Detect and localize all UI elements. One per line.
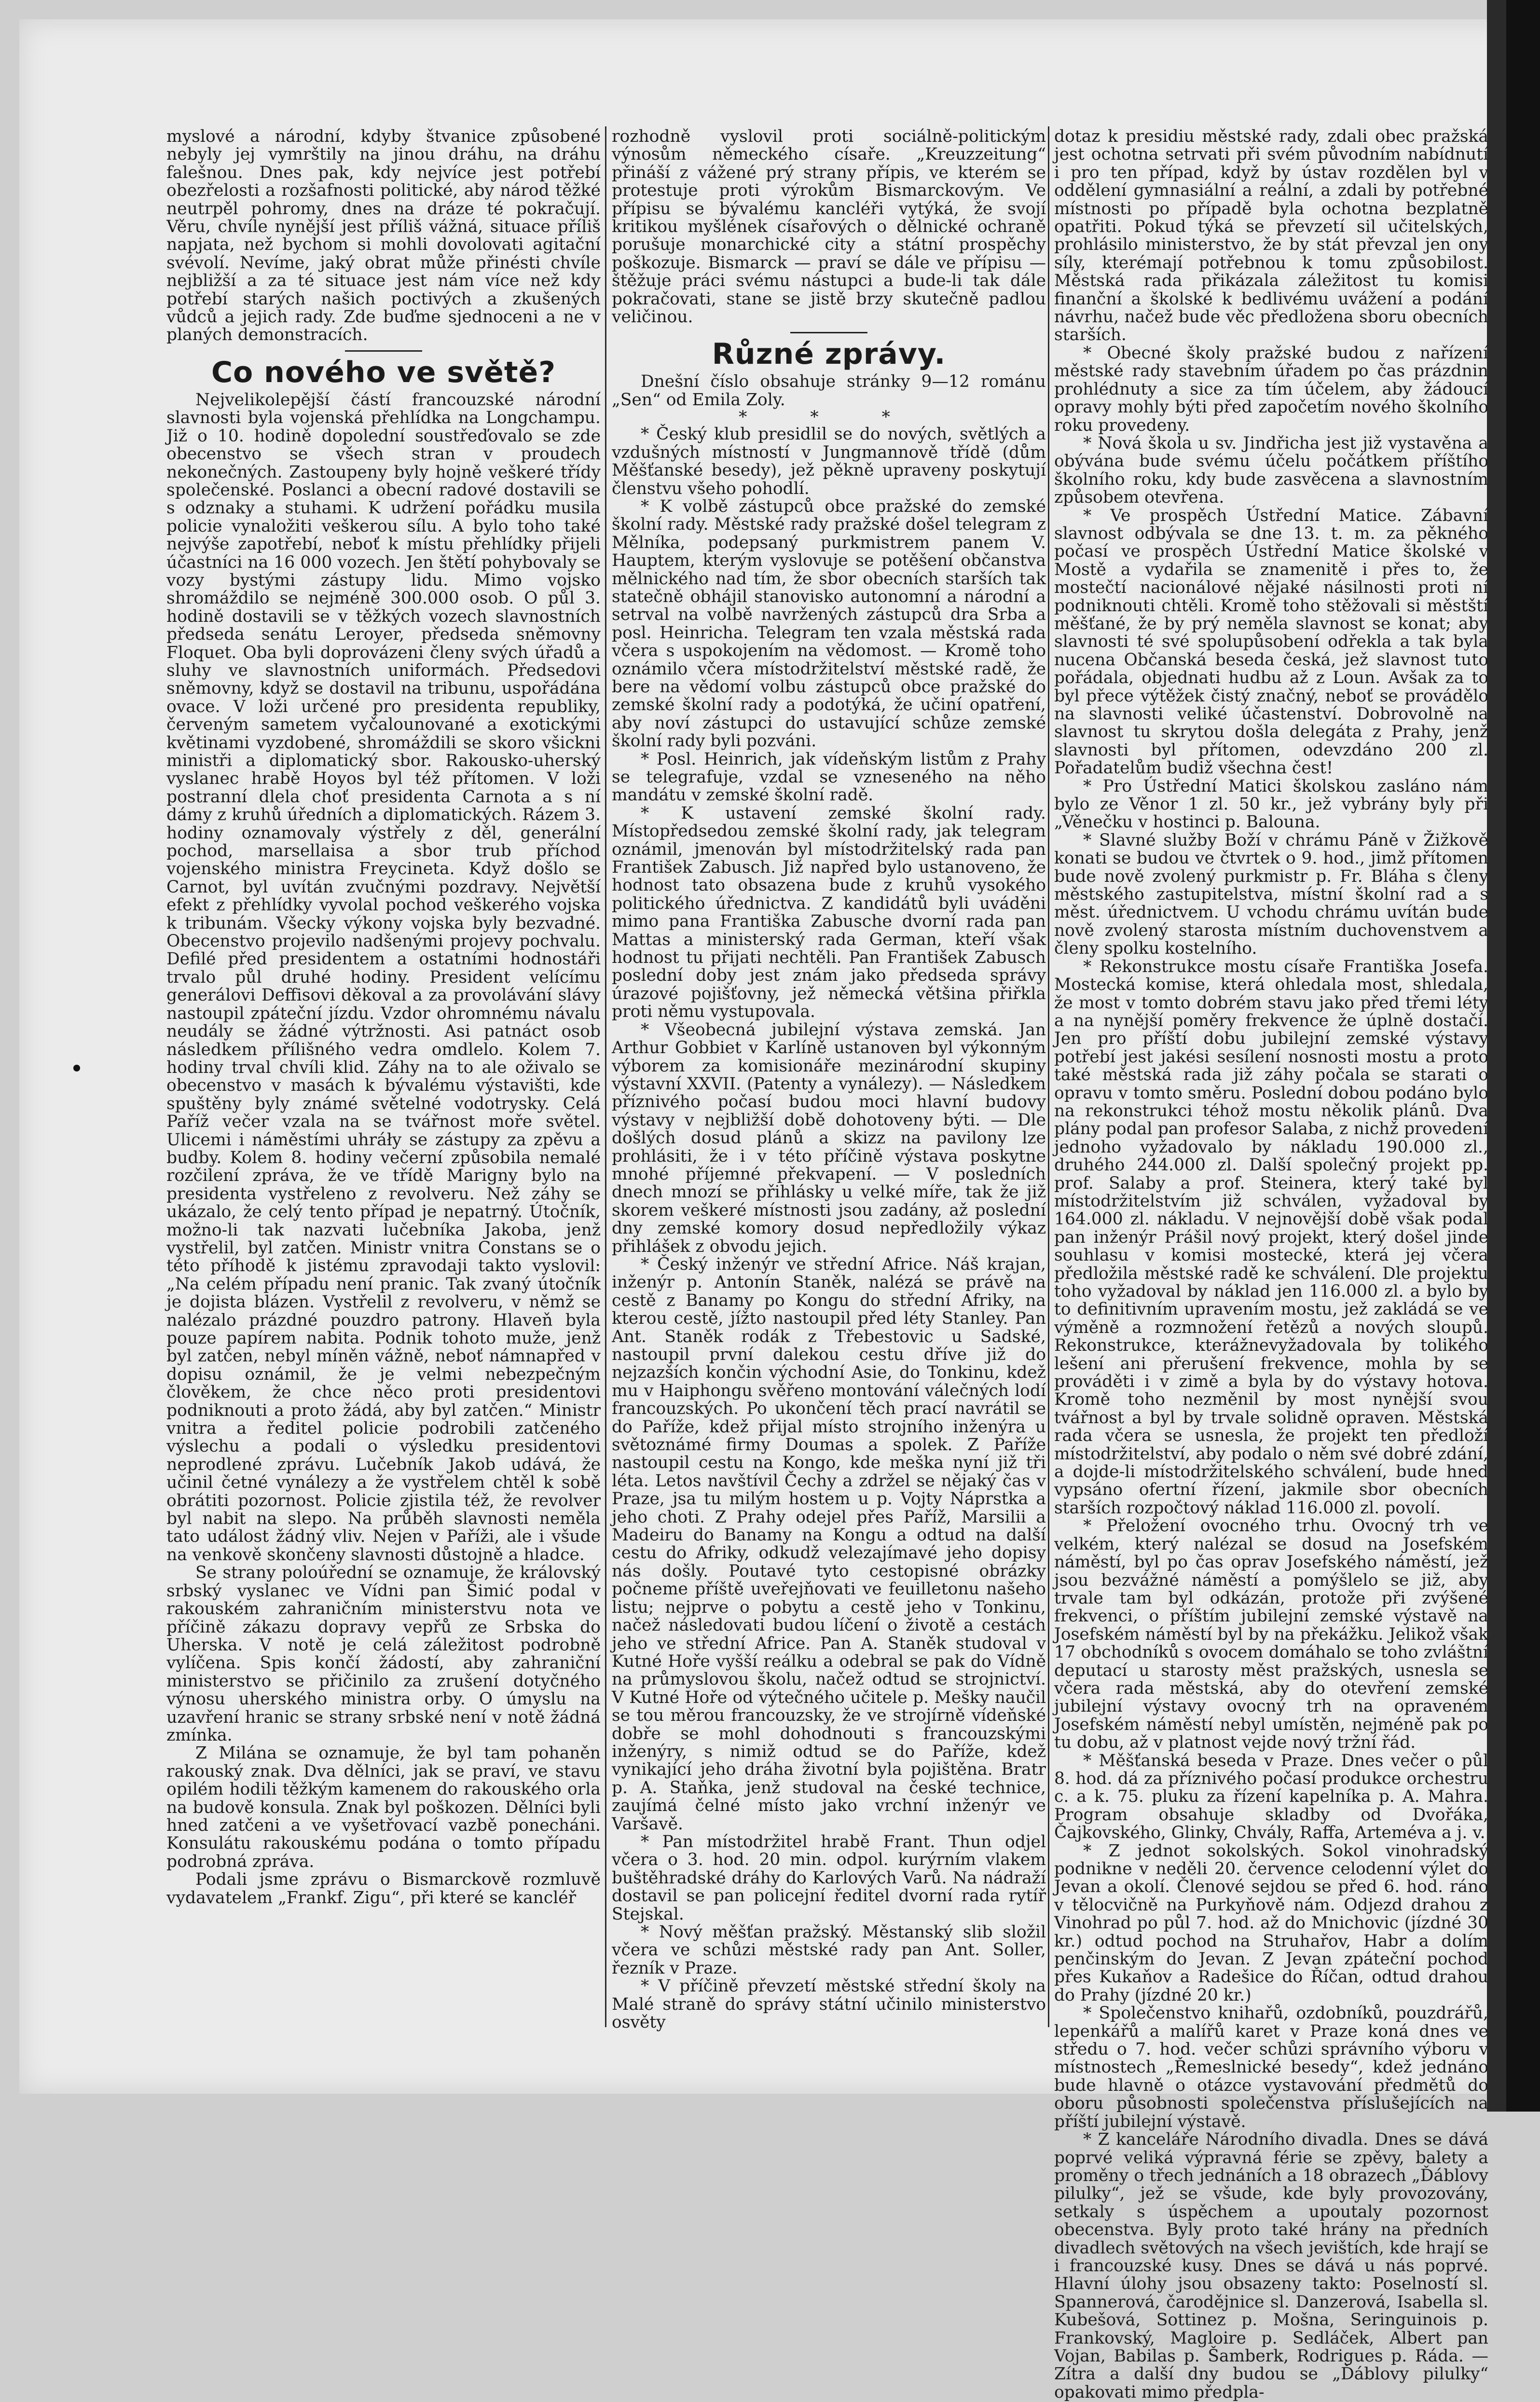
- news-paragraph: Podali jsme zprávu o Bismarckově rozmluvě vydavatelem „Frankf. Zigu“, při které se kancléř: [166, 1870, 601, 1908]
- article-continuation: rozhodně vyslovil proti sociálně-politickým výnosům německého císaře. „Kreuzzeitung“ přináší z vážené prý strany přípis, ve kterém se protestuje proti výrokům Bismarckovým. Ve přípisu se bývalému kancléři vytýká, že svojí kritikou myšlének císařových o dělnické ochraně porušuje monarchické city a státní prospěchy poškozuje. Bismarck — praví se dále ve přípisu — štěžuje práci svému nástupci a bude-li tak dále pokračovati, stane se jistě brzy skutečně padlou veličinou.: [612, 127, 1046, 327]
- news-item: * Všeobecná jubilejní výstava zemská. Jan Arthur Gobbiet v Karlíně ustanoven byl výkonným výborem za komisionáře mezinárodní skupiny výstavní XXVII. (Patenty a vynálezy). — Následkem příznivého počasí budou moci hlavní budovy výstavy v nejbližší době dohotoveny býti. — Dle došlých dosud plánů a skizz na pavilony lze prohlásiti, že i v této příčině výstava poskytne mnohé příjemné překvapení. — V posledních dnech mnozí se přihlásky u velké míře, tak že již skorem veškeré místnosti jsou zadány, až poslední dny zemské komory dosud nepředložily výkaz přihlášek z obvodu jejich.: [612, 1020, 1046, 1256]
- news-item: * Rekonstrukce mostu císaře Františka Josefa. Mostecká komise, která ohledala most, shledala, že most v tomto dobrém stavu jako před třemi léty a na nynější poměry frekvence že úplně dostačí. Jen pro příští dobu jubilejní zemské výstavy potřebí jest jakési sesílení nosnosti mostu a proto také městská rada již záhy počala se starati o opravu v tomto směru. Poslední dobou podáno bylo na rekonstrukci téhož mostu několik plánů. Dva plány podal pan profesor Salaba, z nichž provedení jednoho vyžadovalo by nákladu 190.000 zl., druhého 244.000 zl. Další společný projekt pp. prof. Salaby a prof. Steinera, který také byl místodržitelstvím již schválen, vyžadoval by 164.000 zl. nákladu. V nejnovější době však podal pan inženýr Prášil nový projekt, který došel jinde souhlasu v komisi mostecké, která jej včera předložila městské radě ke schválení. Dle projektu toho vyžadoval by náklad jen 116.000 zl. a bylo by to definitivním upravením mostu, jež zakládá se ve výměně a rozmnožení řetězů a nových sloupů. Rekonstrukce, kterážnevyžadovala by tolikého lešení ani přerušení frekvence, mohla by se prováděti i v zimě a byla by do výstavy hotova. Kromě toho nezměnil by most nynější svou tvářnost a byl by trvale solidně opraven. Městská rada včera se usnesla, že projekt ten předloží místodržitelství, aby podalo o něm své dobré zdání, a dojde-li místodržitelského schválení, bude hned vypsáno ofertní řízení, jakmile sbor obecních starších rozpočtový náklad 116.000 zl. povolí.: [1054, 957, 1488, 1518]
- section-divider: [790, 332, 867, 333]
- column-2: [612, 127, 1046, 2032]
- news-item: * Pan místodržitel hrabě Frant. Thun odjel včera o 3. hod. 20 min. odpol. kurýrním vlakem buštěhradské dráhy do Karlových Varů. Na nádraží dostavil se pan policejní ředitel dvorní rada rytíř Stejskal.: [612, 1832, 1046, 1924]
- supplement-notice: Dnešní číslo obsahuje stránky 9—12 románu „Sen“ od Emila Zoly.: [612, 372, 1046, 410]
- news-item: * Ve prospěch Ústřední Matice. Zábavní slavnost odbývala se dne 13. t. m. za pěkného počasí ve prospěch Ústřední Matice školské v Mostě a vydařila se znamenitě i přes to, že mostečtí nacionálové nějaké násilnosti proti ní podniknouti chtěli. Kromě toho stěžovali si městští měšťané, že by prý neměla slavnost se konat; aby slavnosti té své spolupůsobení odřekla a tak byla nucena Občanská beseda česká, jež slavnost tuto pořádala, objednati hudbu až z Loun. Avšak za to byl přece výtěžek čistý značný, neboť se provádělo na slavnosti veliké účastenství. Dobrovolně na slavnost tu skrytou došla delegáta z Prahy, jenž slavnosti byl přítomen, odevzdáno 200 zl. Pořadatelům budiž všechna čest!: [1054, 506, 1488, 778]
- news-item: * Z jednot sokolských. Sokol vinohradský podnikne v neděli 20. července celodenní výlet do Jevan a okolí. Členové sejdou se před 6. hod. ráno v tělocvičně na Purkyňově nám. Odjezd drahou z Vinohrad po půl 7. hod. až do Mnichovic (jízdné 30 kr.) odtud pochod na Struhařov, Habr a dolím penčinským do Jevan. Z Jevan zpáteční pochod přes Kukaňov a Radešice do Říčan, odtud drahou do Prahy (jízdné 20 kr.): [1054, 1841, 1488, 2005]
- news-item: * Český inženýr ve střední Africe. Náš krajan, inženýr p. Antonín Staněk, nalézá se právě na cestě z Banamy po Kongu do střední Afriky, na kterou cestě, jížto nastoupil před léty Stanley. Pan Ant. Staněk rodák z Třebestovic u Sadské, nastoupil první dalekou cestu dříve již do nejzazších končin východní Asie, do Tonkinu, kdež mu v Haiphongu svěřeno montování válečných lodí francouzských. Po ukončení těch prací navrátil se do Paříže, kdež přijal místo strojního inženýra u světoznámé firmy Doumas a spolek. Z Paříže nastoupil cestu na Kongo, kde meška nyní již tři léta. Letos navštívil Čechy a zdržel se nějaký čas v Praze, jsa tu milým hostem u p. Vojty Náprstka a jeho choti. Z Prahy odejel přes Paříž, Marsilii a Madeiru do Banamy na Kongu a odtud na další cestu do Afriky, odkudž velezajímavé jeho dopisy nás došly. Poutavé tyto cestopisné obrázky počneme příště uveřejňovati ve feuilletonu našeho listu; nejprve o pobytu a cestě jeho v Tonkinu, načež následovati budou líčení o životě a cestách jeho ve střední Africe. Pan A. Staněk studoval v Kutné Hoře vyšší reálku a odebral se pak do Vídně na průmyslovou školu, načež odtud se strojnictví. V Kutné Hoře od výtečného učitele p. Mešky naučil se tou měrou francouzsky, že ve strojírně vídeňské dobře se mohl dohodnouti s francouzskými inženýry, s nimiž odtud se do Paříže, kdež vynikající jeho dráha životní byla pojištěna. Bratr p. A. Staňka, jenž studoval na české technice, zaujímá čelné místo jako vrchní inženýr ve Varšavě.: [612, 1254, 1046, 1834]
- news-paragraph: Z Milána se oznamuje, že byl tam pohaněn rakouský znak. Dva dělníci, jak se praví, ve stavu opilém hodili těžkým kamenem do rakouského orla na budově konsula. Znak byl poškozen. Dělníci byli hned zatčeni a ve vyšetřovací vazbě ponecháni. Konsulátu rakouskému podána o tomto případu podrobná zpráva.: [166, 1743, 601, 1871]
- section-heading: Co nového ve světě?: [211, 355, 556, 389]
- article-continuation: myslové a národní, kdyby štvanice způsobené nebyly jej vymrštily na jinou dráhu, na dráhu falešnou. Dnes pak, kdy nejvíce jest potřebí obezřelosti a rozšafnosti politické, aby národ těžké neutrpěl pohromy, dnes na dráze té pokračují. Věru, chvíle nynější jest příliš vážná, situace příliš napjata, než bychom si mohli dovolovati agitační svévolí. Nevíme, jaký obrat může přinésti chvíle nejbližší a za té situace jest nám více než kdy potřebí starých našich poctivých a zkušených vůdců a jejich rady. Zde buďme sjednoceni a ne v planých demonstracích.: [166, 127, 601, 345]
- scan-border-inner: [1487, 0, 1506, 2112]
- column-rule: [605, 126, 606, 2027]
- news-item: * Posl. Heinrich, jak vídeňským listům z Prahy se telegrafuje, vzdal se vzneseného na něho mandátu v zemské školní radě.: [612, 749, 1046, 805]
- news-item: * Obecné školy pražské budou z nařízení městské rady stavebním úřadem po čas prázdnin prohlédnuty a sice za tím účelem, aby žádoucí opravy mohly býti před započetím nového školního roku provedeny.: [1054, 343, 1488, 435]
- news-item: * Měšťanská beseda v Praze. Dnes večer o půl 8. hod. dá za příznivého počasí produkce orchestru c. a k. 75. pluku za řízení kapelníka p. A. Mahra. Program obsahuje skladby od Dvořáka, Čajkovského, Glinky, Chvály, Raffa, Arteméva a j. v.: [1054, 1751, 1488, 1843]
- column-1: [166, 128, 601, 2019]
- news-paragraph: Nejvelikolepější částí francouzské národní slavnosti byla vojenská přehlídka na Longchampu. Již o 10. hodině dopolední soustřeďovalo se zde obecenstvo se všech stran v proudech nekonečných. Zastoupeny byly hojně veškeré třídy společenské. Poslanci a obecní radové dostavili se s odznaky a stuhami. K udržení pořádku musila policie vynaložiti veškerou sílu. A bylo toho také nejvýše zapotřebí, neboť k místu přehlídky přijeli účastníci na 16 000 vozech. Jen štětí pohybovaly se vozy bystými zástupy lidu. Mimo vojsko shromáždilo se nejméně 300.000 osob. O půl 3. hodině dostavili se v těžkých vozech slavnostních předseda senátu Leroyer, předseda sněmovny Floquet. Oba byli doprovázeni členy svých úřadů a sluhy ve slavnostních uniformách. Předsedovi sněmovny, když se dostavil na tribunu, uspořádána ovace. V loži určené pro presidenta republiky, červeným sametem vyčalounované a exotickými květinami vyzdobené, shromáždili se skoro všickni ministři a diplomatický sbor. Rakousko-uherský vyslanec hrabě Hoyos byl též přítomen. V loži postranní dlela choť presidenta Carnota a s ní dámy z kruhů úředních a diplomatických. Rázem 3. hodiny oznamovaly výstřely z děl, generální pochod, marsellaisa a sbor trub příchod vojenského ministra Freycineta. Když došlo se Carnot, byl uvítán zvučnými pozdravy. Největší efekt z přehlídky vyvolal pochod veškerého vojska k tribunám. Všecky výkony vojska byly bezvadné. Obecenstvo projevilo nadšenými projevy pochvalu. Defilé před presidentem a ostatními hodnostáři trvalo půl druhé hodiny. President velícímu generálovi Deffisovi děkoval a za provolávání slávy nastoupil zpáteční jízdu. Vzdor ohromnému návalu neudály se žádné výtržnosti. Asi patnáct osob následkem přílišného vedra omdlelo. Kolem 7. hodiny trval chvíli klid. Záhy na to ale oživalo se obecenstvo v masách k bývalému výstavišti, kde spuštěny byly známé světelné vodotrysky. Celá Paříž večer vzala na se tvářnost moře světel. Ulicemi i náměstími uhráły se zástupy za zpěvu a budby. Kolem 8. hodiny večerní způsobila nemalé rozčilení zpráva, že ve třídě Marigny bylo na presidenta vystřeleno z revolveru. Než záhy se ukázalo, že celý tento případ je nepatrný. Útočník, možno-li tak nazvati lučebníka Jakoba, jenž vystřelil, byl zatčen. Ministr vnitra Constans se o této příhodě k jistému zpravodaji takto vyslovil: „Na celém případu není pranic. Tak zvaný útočník je dojista blázen. Vystřelil z revolveru, v němž se nalézalo prázdné pouzdro patrony. Hlaveň byla pouze papírem nabita. Podnik tohoto muže, jenž byl zatčen, nebyl míněn vážně, neboť námnapřed v dopisu oznámil, že je velmi nebezpečným člověkem, že chce něco proti presidentovi podniknouti a proto žádá, aby byl zatčen.“ Ministr vnitra a ředitel policie podrobili zatčeného výslechu a podali o výsledku presidentovi neprodlené zprávu. Lučebník Jakob udává, že učinil četné vynálezy a že vystřelem chtěl k sobě obrátiti pozornost. Policie zjistila též, že revolver byl nabit na slepo. Na průběh slavnosti neměla tato událost žádný vliv. Nejen v Paříži, ale i všude na venkově skončeny slavnosti důstojně a hladce.: [166, 390, 601, 1565]
- news-item: * K volbě zástupců obce pražské do zemské školní rady. Městské rady pražské došel telegram z Mělníka, podepsaný purkmistrem panem V. Hauptem, kterým vyslovuje se potěšení občanstva mělnického nad tím, že sbor obecních starších tak statečně obhájil stanovisko autonomní a národní a setrval na volbě navržených zástupců dra Srba a posl. Heinricha. Telegram ten vzala městská rada včera s uspokojením na vědomost. — Kromě toho oznámilo včera místodržitelství městské radě, že bere na vědomí volbu zástupců obce pražské do zemské školní rady a podotýká, že učiní opatření, aby noví zástupci do ustavující schůze zemské školní rady byli pozváni.: [612, 496, 1046, 751]
- news-item: * Český klub presidlil se do nových, světlých a vzdušných místností v Jungmannově třídě (dům Měšťanské besedy), jež pěkně upraveny poskytují členstvu všeho pohodlí.: [612, 425, 1046, 498]
- news-item: * Nový měšťan pražský. Městanský slib složil včera ve schůzi městské rady pan Ant. Soller, řezník v Praze.: [612, 1922, 1046, 1978]
- news-paragraph: Se strany poloúřední se oznamuje, že královský srbský vyslanec ve Vídni pan Šimić podal v rakouském zahraničním ministerstvu nota ve příčině zákazu dopravy vepřů ze Srbska do Uherska. V notě je celá záležitost podrobně vylíčena. Spis končí žádostí, aby zahraniční ministerstvo se přičinilo za zrušení dotyčného výnosu uherského ministra orby. O úmyslu na uzavření hranic se strany srbské není v notě žádná zmínka.: [166, 1563, 601, 1745]
- section-divider: [345, 350, 422, 352]
- news-item: * Slavné služby Boží v chrámu Páně v Žižkově konati se budou ve čtvrtek o 9. hod., jimž přítomen bude nově zvolený purkmistr p. Fr. Bláha s členy městského zastupitelstva, místní školní rad a s měst. úřednictvem. U vchodu chrámu uvítán bude nově zvolený starosta místním duchovenstvem a členy spolku kostelního.: [1054, 830, 1488, 959]
- news-item: * Přeložení ovocného trhu. Ovocný trh ve velkém, který nalézal se dosud na Josefském náměstí, byl po čas oprav Josefského náměstí, jež jsou bezvážné náměstí a pomýšlelo se již, aby trvale tam byl odkázán, protože při zvýšené frekvenci, o příštím jubilejní zemské výstavě na Josefském náměstí byl by na překážku. Jelikož však 17 obchodníků s ovocem domáhalo se toho zvláštní deputací u starosty měst pražských, usnesla se včera rada městská, aby do otevření zemské jubilejní výstavy ovocný trh na opraveném Josefském náměstí nebyl umístěn, nejméně pak po tu dobu, až v platnost vejde nový tržní řád.: [1054, 1516, 1488, 1753]
- asterism: * * *: [739, 408, 919, 427]
- news-item: * Společenstvo knihařů, ozdobníků, pouzdrářů, lepenkářů a malířů karet v Praze koná dnes ve středu o 7. hod. večer schůzi správního výboru v místnostech „Řemeslnické besedy“, kdež jednáno bude hlavně o otázce vystavování předmětů do oboru působnosti společenstva příslušejících na příští jubilejní výstavě.: [1054, 2004, 1488, 2131]
- news-item: * Z kanceláře Národního divadla. Dnes se dává poprvé veliká výpravná férie se zpěvy, balety a proměny o třech jednáních a 18 obrazech „Ďáblovy pilulky“, jež se všude, kde byly provozovány, setkaly s úspěchem a upoutaly pozornost obecenstva. Byly proto také hrány na předních divadlech světových na všech jevištích, kde hrají se i francouzské kusy. Dnes se dává u nás poprvé. Hlavní úlohy jsou obsazeny takto: Poselností sl. Spannerová, čarodějnice sl. Danzerová, Isabella sl. Kubešová, Sottinez p. Mošna, Seringuinois p. Frankovský, Magloire p. Sedláček, Albert pan Vojan, Babilas p. Šamberk, Rodrigues p. Ráda. — Zítra a další dny budou se „Ďáblovy pilulky“ opakovati mimo předpla-: [1054, 2130, 1488, 2402]
- section-heading: Různé zprávy.: [712, 337, 946, 371]
- column-rule: [1048, 126, 1049, 2027]
- news-item: * Pro Ústřední Matici školskou zasláno nám bylo ze Věnor 1 zl. 50 kr., jež vybrány byly při „Věnečku v hostinci p. Balouna.: [1054, 776, 1488, 832]
- news-item: * K ustavení zemské školní rady. Místopředsedou zemské školní rady, jak telegram oznámil, jmenován byl místodržitelský rada pan František Zabusch. Již napřed bylo ustanoveno, že hodnost tato obsazena bude z kruhů vysokého politického úřednictva. Z kandidátů byli uváděni mimo pana Františka Zabusche dvorní rada pan Mattas a ministerský rada German, kteří však hodnost tu přijati nechtěli. Pan František Zabusch poslední doby jest znám jako předseda správy úrazové pojišťovny, jež německá většina přiřkla proti němu vystupovala.: [612, 803, 1046, 1022]
- news-item: * V příčině převzetí městské střední školy na Malé straně do správy státní učinilo ministerstvo osvěty: [612, 1977, 1046, 2032]
- news-item: * Nová škola u sv. Jindřicha jest již vystavěna a obývána bude svému účelu počátkem příštího školního roku, kdy bude zasvěcena a slavnostním způsobem otevřena.: [1054, 433, 1488, 508]
- article-continuation: dotaz k presidiu městské rady, zdali obec pražská jest ochotna setrvati při svém původním nabídnutí i pro ten případ, když by ústav rozdělen byl v oddělení gymnasiální a reální, a zdali by potřebné místnosti po případě byla ochotna bezplatně opatřiti. Pokud týká se převzetí sil učitelských, prohlásilo ministerstvo, že by stát převzal jen ony síly, kterémají potřebnou k tomu způsobilost. Městská rada přikázala záležitost tu komisi finanční a školské k bedlivému uvážení a podání návrhu, načež bude věc předložena sboru obecních starších.: [1054, 127, 1488, 345]
- column-3: [1054, 127, 1488, 2402]
- scan-speck: [73, 1065, 80, 1071]
